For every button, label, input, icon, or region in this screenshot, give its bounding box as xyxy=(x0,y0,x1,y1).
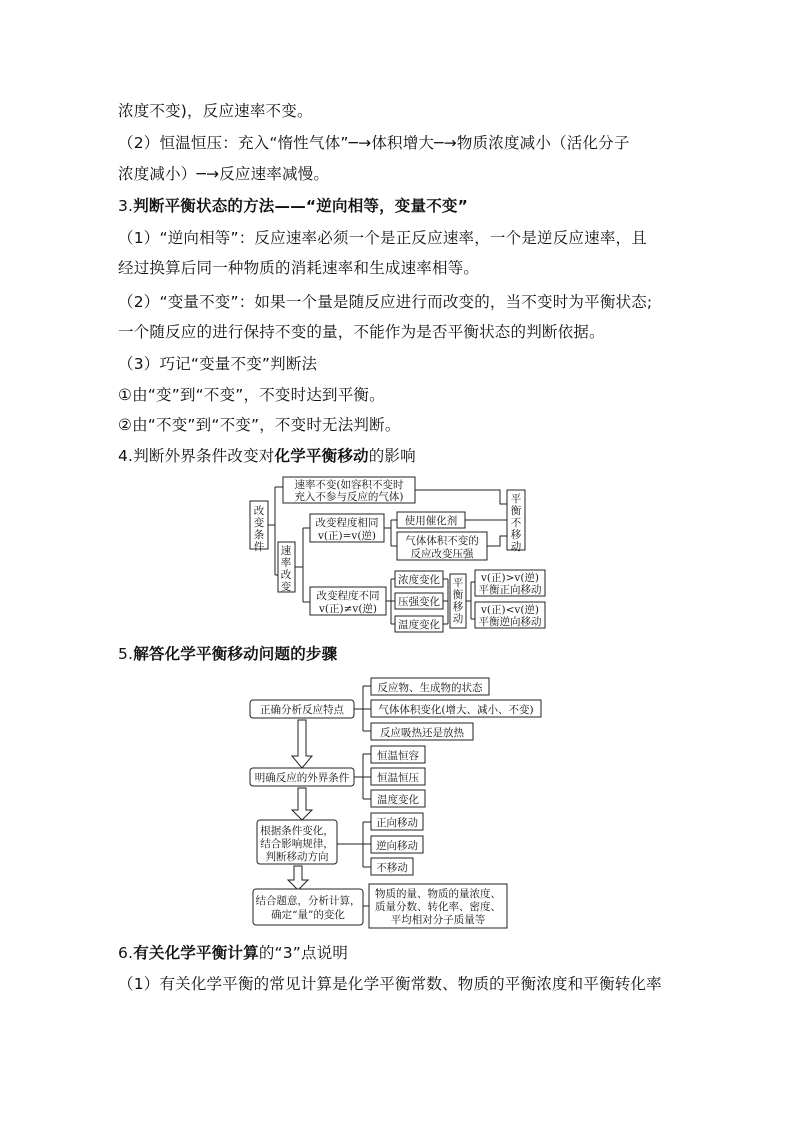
step4-r2: 质量分数、转化率、密度、 xyxy=(375,901,501,913)
text-line: 浓度不变)，反应速率不变。 xyxy=(118,102,313,120)
heading-number: 5. xyxy=(118,645,134,663)
heading-number: 6. xyxy=(118,944,134,962)
heading-text: 判断外界条件改变对 xyxy=(133,447,275,465)
temp-label: 温度变化 xyxy=(398,619,440,631)
equal-change-line1: 改变程度相同 xyxy=(315,517,379,529)
text-line: 一个随反应的进行保持不变的量，不能作为是否平衡状态的判断依据。 xyxy=(118,323,605,341)
heading-bold: 有关化学平衡计算 xyxy=(133,944,259,962)
unequal-line1: 改变程度不同 xyxy=(316,590,380,602)
equal-change-line2: v(正)=v(逆) xyxy=(317,530,377,542)
rate-unchanged-line1: 速率不变(如容积不变时 xyxy=(294,479,404,491)
heading-number: 4. xyxy=(118,447,134,465)
heading-bold: 化学平衡移动 xyxy=(274,447,369,465)
step2-b: 恒温恒压 xyxy=(377,772,419,784)
step4-r3: 平均相对分子质量等 xyxy=(390,914,486,926)
backward-line1: v(正)<v(逆) xyxy=(480,604,540,616)
equilibrium-shift-diagram xyxy=(245,474,555,634)
section-heading-6 xyxy=(118,943,688,963)
volume-line1: 气体体积不变的 xyxy=(405,535,479,547)
step3-line1: 根据条件变化， xyxy=(260,825,334,837)
heading-rest: ——“逆向相等，变量不变” xyxy=(274,197,468,215)
no-shift-label: 平衡不移动 xyxy=(510,493,522,553)
volume-line2: 反应改变压强 xyxy=(410,548,474,560)
step4-line1: 结合题意，分析计算， xyxy=(255,895,361,907)
text-line: （2）恒温恒压：充入“惰性气体”─→体积增大─→物质浓度减小（活化分子 xyxy=(118,134,630,152)
step4-r1: 物质的量、物质的量浓度、 xyxy=(375,888,501,900)
step1-c: 反应吸热还是放热 xyxy=(380,727,464,739)
heading-number: 3. xyxy=(118,197,134,215)
step4-line2: 确定“量”的变化 xyxy=(271,909,345,921)
step3-line3: 判断移动方向 xyxy=(265,851,329,863)
unequal-line2: v(正)≠v(逆) xyxy=(318,603,378,615)
pressure-label: 压强变化 xyxy=(398,596,440,608)
backward-line2: 平衡逆向移动 xyxy=(478,616,542,628)
step3-a: 正向移动 xyxy=(376,817,418,829)
section-heading-5 xyxy=(118,644,688,664)
section-heading-4 xyxy=(118,446,688,466)
rate-changed-label: 速率改变 xyxy=(280,545,292,593)
root-label: 改变条件 xyxy=(253,505,265,553)
text-line: （2）“变量不变”：如果一个量是随反应进行而改变的，当不变时为平衡状态; xyxy=(118,293,653,311)
shift-label: 平衡移动 xyxy=(452,577,464,625)
step1-b: 气体体积变化(增大、减小、不变) xyxy=(378,704,534,716)
text-line: （1）“逆向相等”：反应速率必须一个是正反应速率，一个是逆反应速率，且 xyxy=(118,229,647,247)
step3-line2: 结合影响规律， xyxy=(260,838,334,850)
catalyst-label: 使用催化剂 xyxy=(404,515,458,527)
heading-rest: 的“3”点说明 xyxy=(258,944,349,962)
heading-text: 的影响 xyxy=(368,447,416,465)
forward-line1: v(正)>v(逆) xyxy=(480,572,540,584)
text-line: （3）巧记“变量不变”判断法 xyxy=(118,355,318,373)
step2-a: 恒温恒容 xyxy=(377,750,419,762)
step2-c: 温度变化 xyxy=(377,794,419,806)
step3-c: 不移动 xyxy=(376,862,408,874)
step1-a: 反应物、生成物的状态 xyxy=(377,682,483,694)
rate-unchanged-line2: 充入不参与反应的气体) xyxy=(294,491,404,503)
heading-bold: 解答化学平衡移动问题的步骤 xyxy=(133,645,338,663)
section-heading-3 xyxy=(118,196,688,216)
text-line: ②由“不变”到“不变”，不变时无法判断。 xyxy=(118,416,401,434)
text-line: （1）有关化学平衡的常见计算是化学平衡常数、物质的平衡浓度和平衡转化率 xyxy=(118,975,662,993)
step3-b: 逆向移动 xyxy=(376,840,418,852)
text-line: 经过换算后同一种物质的消耗速率和生成速率相等。 xyxy=(118,259,480,277)
heading-bold: 判断平衡状态的方法 xyxy=(133,197,275,215)
conc-label: 浓度变化 xyxy=(398,574,440,586)
step1-label: 正确分析反应特点 xyxy=(260,704,344,716)
text-line: 浓度减小）─→反应速率减慢。 xyxy=(118,165,330,183)
text-line: ①由“变”到“不变”，不变时达到平衡。 xyxy=(118,386,385,404)
solution-steps-diagram xyxy=(245,676,545,936)
forward-line2: 平衡正向移动 xyxy=(478,584,542,596)
step2-label: 明确反应的外界条件 xyxy=(254,772,350,784)
